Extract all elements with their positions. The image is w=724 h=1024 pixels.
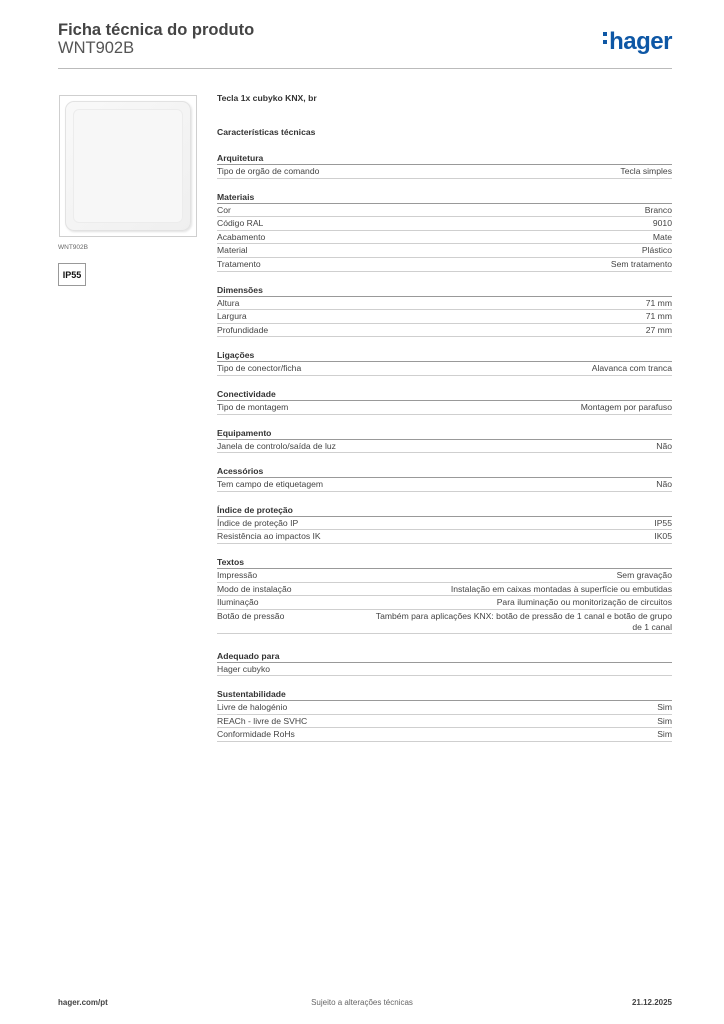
spec-value: Mate xyxy=(652,231,672,242)
spec-label: Hager cubyko xyxy=(217,663,271,674)
spec-content xyxy=(217,92,672,754)
spec-row xyxy=(217,401,672,415)
spec-section xyxy=(217,349,672,376)
logo-dots-icon xyxy=(603,28,608,48)
spec-row xyxy=(217,583,672,597)
spec-row xyxy=(217,297,672,311)
image-caption: WNT902B xyxy=(58,244,88,251)
ip-rating-badge: IP55 xyxy=(58,263,86,286)
spec-label: Impressão xyxy=(217,569,258,580)
spec-row xyxy=(217,258,672,272)
spec-label: Conformidade RoHs xyxy=(217,729,295,740)
spec-section xyxy=(217,388,672,415)
section-title: Dimensões xyxy=(217,284,672,297)
spec-row xyxy=(217,701,672,715)
spec-section xyxy=(217,191,672,272)
header-title: Ficha técnica do produto xyxy=(58,21,255,39)
spec-row xyxy=(217,596,672,610)
spec-row xyxy=(217,663,672,677)
spec-section xyxy=(217,284,672,338)
spec-label: Cor xyxy=(217,204,231,215)
spec-value: 71 mm xyxy=(645,297,672,308)
section-title: Arquitetura xyxy=(217,152,672,165)
sustainability-section xyxy=(217,688,672,742)
footer-date: 21.12.2025 xyxy=(631,998,672,1007)
spec-value: Tecla simples xyxy=(620,166,672,176)
spec-value: 27 mm xyxy=(645,324,672,335)
spec-value: Plástico xyxy=(641,245,672,256)
spec-row xyxy=(217,231,672,245)
spec-label: Largura xyxy=(217,311,247,322)
spec-value: Também para aplicações KNX: botão de pressão de 1 canal e botão de grupo de 1 canal xyxy=(375,610,672,632)
spec-section xyxy=(217,152,672,179)
spec-row xyxy=(217,324,672,338)
spec-value: Alavanca com tranca xyxy=(591,363,672,374)
spec-row xyxy=(217,310,672,324)
logo-text: hager xyxy=(609,28,672,55)
spec-value: Montagem por parafuso xyxy=(580,401,672,412)
spec-value: Instalação em caixas montadas à superfície ou embutidas xyxy=(450,583,672,594)
spec-row xyxy=(217,517,672,531)
spec-value: Sim xyxy=(657,729,672,740)
spec-label: Iluminação xyxy=(217,597,259,608)
spec-value: Sem gravação xyxy=(616,569,672,580)
spec-value: 9010 xyxy=(652,218,672,229)
spec-row xyxy=(217,478,672,492)
spec-row xyxy=(217,165,672,179)
spec-row xyxy=(217,440,672,454)
spec-value: Não xyxy=(656,440,672,451)
spec-label: Janela de controlo/saída de luz xyxy=(217,440,336,451)
section-title: Ligações xyxy=(217,349,672,362)
spec-row xyxy=(217,530,672,544)
product-name: Tecla 1x cubyko KNX, br xyxy=(217,93,317,103)
section-title: Índice de proteção xyxy=(217,504,672,517)
switch-plate-image xyxy=(65,101,191,231)
spec-row xyxy=(217,204,672,218)
spec-label: Acabamento xyxy=(217,231,266,242)
spec-label: Índice de proteção IP xyxy=(217,517,299,528)
spec-row xyxy=(217,217,672,231)
section-title: Conectividade xyxy=(217,388,672,401)
spec-label: Material xyxy=(217,245,248,256)
spec-section xyxy=(217,465,672,492)
footer-notice: Sujeito a alterações técnicas xyxy=(311,998,413,1007)
spec-label: Tipo de conector/ficha xyxy=(217,363,302,374)
spec-label: Tipo de montagem xyxy=(217,401,289,412)
spec-row xyxy=(217,362,672,376)
spec-label: Botão de pressão xyxy=(217,610,285,621)
spec-row xyxy=(217,569,672,583)
spec-section xyxy=(217,504,672,544)
spec-value: Sem tratamento xyxy=(610,258,672,269)
spec-value: Não xyxy=(656,479,672,490)
spec-section xyxy=(217,556,672,634)
spec-value: IK05 xyxy=(654,531,672,542)
spec-section xyxy=(217,427,672,454)
spec-label: Resistência ao impactos IK xyxy=(217,531,321,542)
spec-label: Tem campo de etiquetagem xyxy=(217,479,324,490)
section-title: Materiais xyxy=(217,191,672,204)
spec-value: 71 mm xyxy=(645,311,672,322)
header-rule xyxy=(58,68,672,69)
suitable-section xyxy=(217,650,672,677)
section-title: Acessórios xyxy=(217,465,672,478)
section-title: Textos xyxy=(217,556,672,569)
spec-label: REACh - livre de SVHC xyxy=(217,715,308,726)
spec-label: Modo de instalação xyxy=(217,583,292,594)
tech-heading: Características técnicas xyxy=(217,127,316,137)
spec-label: Profundidade xyxy=(217,324,269,335)
section-title: Sustentabilidade xyxy=(217,688,672,701)
hager-logo xyxy=(603,28,672,56)
spec-label: Tratamento xyxy=(217,258,261,269)
spec-value: Sim xyxy=(657,715,672,726)
spec-row xyxy=(217,728,672,742)
product-code: WNT902B xyxy=(58,39,135,57)
spec-value: IP55 xyxy=(654,517,672,528)
spec-row xyxy=(217,610,672,634)
spec-label: Altura xyxy=(217,297,240,308)
spec-row xyxy=(217,715,672,729)
spec-label: Tipo de orgão de comando xyxy=(217,166,320,176)
spec-value: Branco xyxy=(644,204,672,215)
spec-label: Código RAL xyxy=(217,218,264,229)
spec-value: Sim xyxy=(657,702,672,713)
spec-label: Livre de halogénio xyxy=(217,702,288,713)
footer-website: hager.com/pt xyxy=(58,998,108,1007)
spec-value: Para iluminação ou monitorização de circuitos xyxy=(496,597,672,608)
product-image xyxy=(59,95,197,237)
section-title: Equipamento xyxy=(217,427,672,440)
section-title: Adequado para xyxy=(217,650,672,663)
spec-sections xyxy=(217,152,672,634)
spec-row xyxy=(217,244,672,258)
